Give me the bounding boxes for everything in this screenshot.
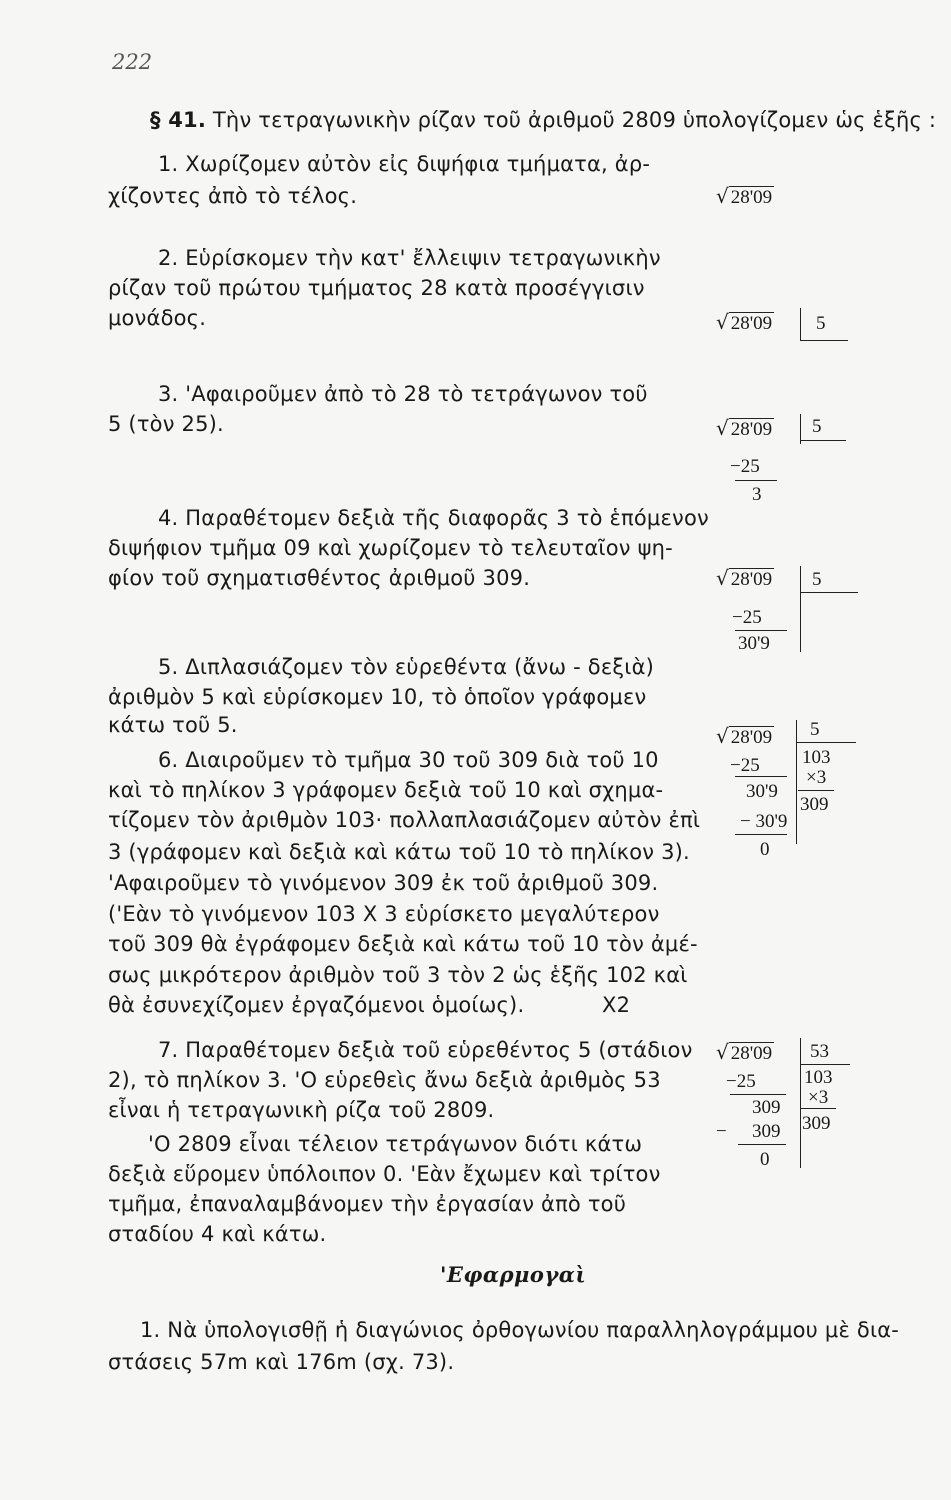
calc6-subtract: −25 <box>730 755 760 776</box>
calc6-product: 309 <box>800 794 829 815</box>
calc4-sqrt <box>716 568 774 589</box>
section-number: § 41. <box>150 108 207 132</box>
applications-heading: 'Εφαρμογαὶ <box>440 1262 587 1287</box>
exercise1-line1: 1. Νὰ ὑπολογισθῇ ἡ διαγώνιος ὀρθογωνίου παραλληλογράμμου μὲ δια- <box>140 1318 900 1342</box>
calc3-root-line <box>800 440 846 441</box>
exercise1-line2: στάσεις 57m καὶ 176m (σχ. 73). <box>108 1350 455 1374</box>
calc6-zero: 0 <box>760 839 770 860</box>
sqrt-icon: √ <box>716 310 729 334</box>
calc3-subtract: −25 <box>730 456 760 477</box>
step7-line3: εἶναι ἡ τετραγωνικὴ ρίζα τοῦ 2809. <box>108 1098 495 1122</box>
step6-line2: καὶ τὸ πηλίκον 3 γράφομεν δεξιὰ τοῦ 10 καὶ σχημα- <box>108 778 664 802</box>
step6-line5: 'Αφαιροῦμεν τὸ γινόμενον 309 ἐκ τοῦ ἀριθμοῦ 309. <box>108 871 659 895</box>
calc7-minus: − <box>716 1121 727 1142</box>
calc3-radicand: 28'09 <box>730 419 773 440</box>
sqrt-icon: √ <box>716 566 729 590</box>
calc7-sqrt <box>716 1042 774 1063</box>
calc3-sqrt <box>716 418 774 439</box>
calc4-remainder: 30'9 <box>738 633 770 654</box>
calc1-radicand: 28'09 <box>730 187 773 208</box>
step6-line8: σως μικρότερον ἀριθμὸν τοῦ 3 τὸν 2 ὡς ἑξῆς 102 καὶ <box>108 963 688 987</box>
calc7-sub-line <box>730 1094 786 1095</box>
calc7-remainder: 309 <box>752 1097 781 1118</box>
calc4-subtract: −25 <box>732 607 762 628</box>
step6-annotation: Χ2 <box>602 993 631 1017</box>
step6-line3: τίζομεν τὸν ἀριθμὸν 103· πολλαπλασιάζομεν αὐτὸν ἐπὶ <box>108 808 701 832</box>
step1-line2: χίζοντες ἀπὸ τὸ τέλος. <box>108 184 358 208</box>
calc1-sqrt <box>716 186 774 207</box>
calc2-divider <box>800 308 801 340</box>
step7-line2: 2), τὸ πηλίκον 3. 'Ο εὑρεθεὶς ἄνω δεξιὰ ἀριθμὸς 53 <box>108 1068 661 1092</box>
step4-line3: φίον τοῦ σχηματισθέντος ἀριθμοῦ 309. <box>108 566 531 590</box>
step2-line1: 2. Εὑρίσκομεν τὴν κατ' ἔλλειψιν τετραγωνικὴν <box>158 246 661 270</box>
section-intro <box>150 110 936 131</box>
calc4-radicand: 28'09 <box>730 569 773 590</box>
calc7-root: 53 <box>810 1041 829 1062</box>
step3-line1: 3. 'Αφαιροῦμεν ἀπὸ τὸ 28 τὸ τετράγωνον τοῦ <box>158 382 648 406</box>
remark-line4: σταδίου 4 καὶ κάτω. <box>108 1222 327 1246</box>
calc7-multiplier: ×3 <box>808 1087 829 1108</box>
step5-line2: ἀριθμὸν 5 καὶ εὑρίσκομεν 10, τὸ ὁποῖον γράφομεν <box>108 685 647 709</box>
calc3-sub-line <box>735 480 777 481</box>
calc6-mult-line <box>798 790 834 791</box>
step5-line3: κάτω τοῦ 5. <box>108 713 238 737</box>
calc4-root: 5 <box>812 569 822 590</box>
calc2-root: 5 <box>816 313 826 334</box>
calc6-subtract2: − 30'9 <box>740 811 788 832</box>
calc7-subtract: −25 <box>726 1071 756 1092</box>
calc2-root-line <box>800 340 848 341</box>
sqrt-icon: √ <box>716 184 729 208</box>
calc6-radicand: 28'09 <box>730 727 773 748</box>
calc7-subtract2: 309 <box>752 1121 781 1142</box>
step4-line1: 4. Παραθέτομεν δεξιὰ τῆς διαφορᾶς 3 τὸ ἑπόμενον <box>158 506 709 530</box>
calc6-sub-line <box>735 776 787 777</box>
calc7-product: 309 <box>802 1113 831 1134</box>
step5-line1: 5. Διπλασιάζομεν τὸν εὑρεθέντα (ἄνω - δεξιὰ) <box>158 655 655 679</box>
calc6-sqrt <box>716 726 774 747</box>
step1-line1: 1. Χωρίζομεν αὐτὸν εἰς διψήφια τμήματα, ἀρ- <box>158 152 651 176</box>
step4-line2: διψήφιον τμῆμα 09 καὶ χωρίζομεν τὸ τελευταῖον ψη- <box>108 536 673 560</box>
calc6-remainder: 30'9 <box>746 781 778 802</box>
section-intro-text: Τὴν τετραγωνικὴν ρίζαν τοῦ ἀριθμοῦ 2809 ὑπολογίζομεν ὡς ἑξῆς : <box>212 108 937 132</box>
calc7-divisor: 103 <box>804 1067 833 1088</box>
calc6-sub2-line <box>735 834 787 835</box>
calc2-sqrt <box>716 312 774 333</box>
step3-line2: 5 (τὸν 25). <box>108 412 224 436</box>
calc7-radicand: 28'09 <box>730 1043 773 1064</box>
remark-line3: τμῆμα, ἐπαναλαμβάνομεν τὴν ἐργασίαν ἀπὸ τοῦ <box>108 1192 627 1216</box>
calc2-radicand: 28'09 <box>730 313 773 334</box>
calc7-mult-line <box>800 1108 836 1109</box>
calc4-divider <box>800 566 801 652</box>
step6-line7: τοῦ 309 θὰ ἐγράφομεν δεξιὰ καὶ κάτω τοῦ 10 τὸν ἀμέ- <box>108 932 698 956</box>
calc4-root-line <box>800 592 858 593</box>
step2-line2: ρίζαν τοῦ πρώτου τμήματος 28 κατὰ προσέγγισιν <box>108 276 645 300</box>
sqrt-icon: √ <box>716 1040 729 1064</box>
step6-line4: 3 (γράφομεν καὶ δεξιὰ καὶ κάτω τοῦ 10 τὸ πηλίκον 3). <box>108 840 690 864</box>
step6-line9: θὰ ἐσυνεχίζομεν ἐργαζόμενοι ὁμοίως). <box>108 993 525 1017</box>
calc6-divisor: 103 <box>802 747 831 768</box>
calc6-root-line <box>796 742 856 743</box>
step6-line1: 6. Διαιροῦμεν τὸ τμῆμα 30 τοῦ 309 διὰ τοῦ 10 <box>158 748 659 772</box>
calc7-divider <box>800 1038 801 1168</box>
page-number: 222 <box>112 50 153 74</box>
calc3-remainder: 3 <box>752 484 762 505</box>
sqrt-icon: √ <box>716 416 729 440</box>
calc6-divider <box>796 720 797 844</box>
calc7-sub2-line <box>738 1144 786 1145</box>
sqrt-icon: √ <box>716 724 729 748</box>
calc7-zero: 0 <box>760 1149 770 1170</box>
calc6-multiplier: ×3 <box>806 767 827 788</box>
calc6-root: 5 <box>810 719 820 740</box>
remark-line1: 'Ο 2809 εἶναι τέλειον τετράγωνον διότι κάτω <box>148 1132 643 1156</box>
step2-line3: μονάδος. <box>108 306 207 330</box>
remark-line2: δεξιὰ εὕρομεν ὑπόλοιπον 0. 'Εὰν ἔχωμεν καὶ τρίτον <box>108 1162 661 1186</box>
calc4-sub-line <box>735 630 787 631</box>
step7-line1: 7. Παραθέτομεν δεξιὰ τοῦ εὑρεθέντος 5 (στάδιον <box>158 1038 693 1062</box>
calc3-root: 5 <box>812 416 822 437</box>
step6-line6: ('Εὰν τὸ γινόμενον 103 Χ 3 εὑρίσκετο μεγαλύτερον <box>108 902 660 926</box>
calc7-root-line <box>800 1064 850 1065</box>
